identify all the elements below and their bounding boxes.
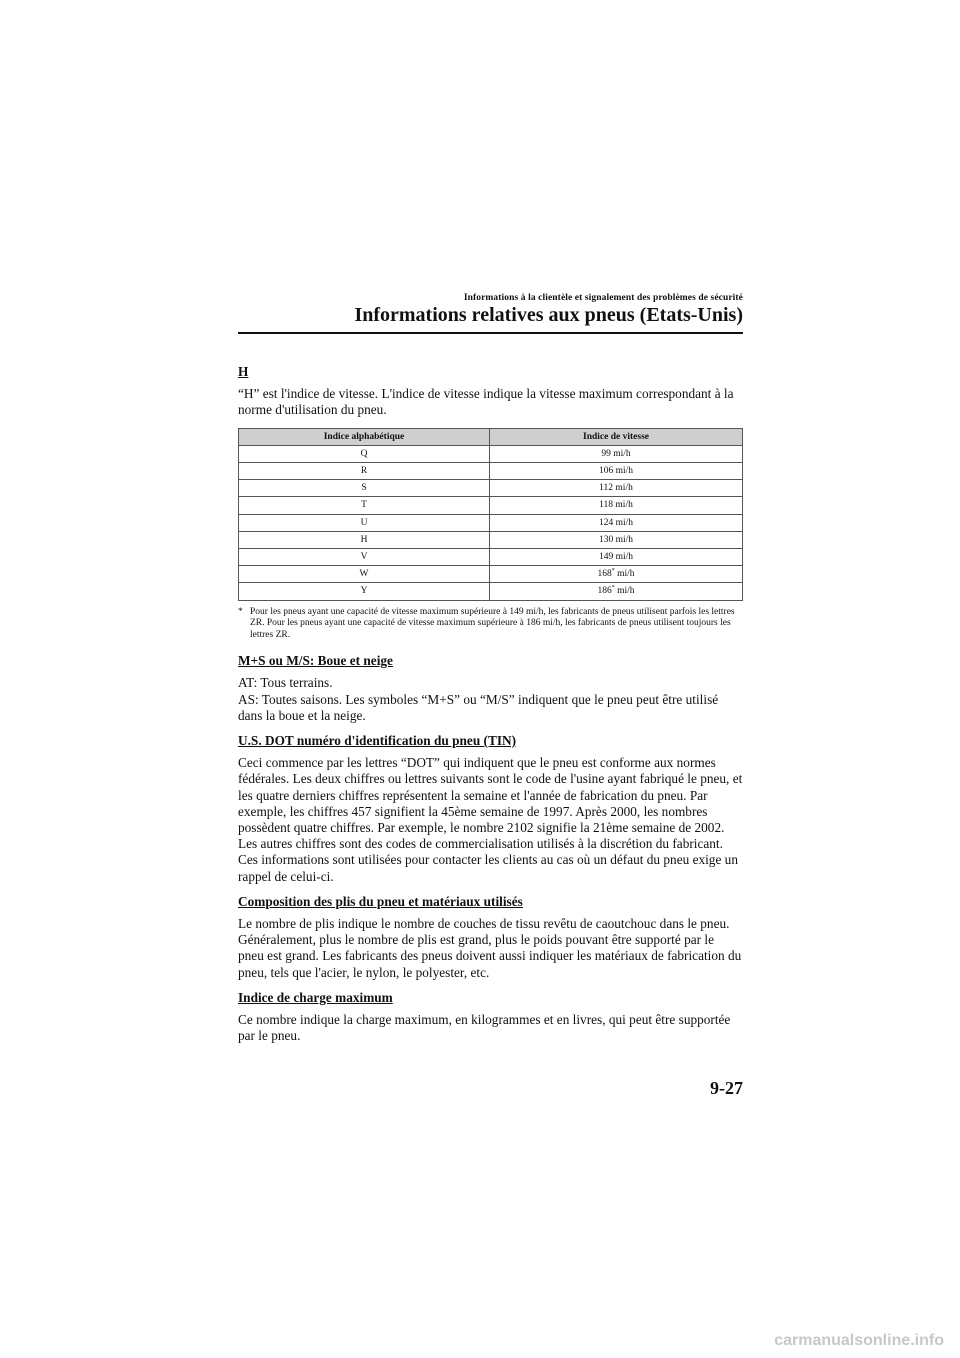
table-row [239, 566, 743, 583]
speed-value-cell [490, 531, 743, 548]
footnote-text: Pour les pneus ayant une capacité de vitesse maximum supérieure à 149 mi/h, les fabricants de pneus utilisent parfois les lettres ZR. Pour les pneus ayant une capacité de vitesse maximum supérieure à 186 mi/h, les fabricants de pneus utilisent toujours les lettres ZR. [250, 606, 735, 640]
speed-value-cell [490, 549, 743, 566]
heading-dot-tin: U.S. DOT numéro d'identification du pneu (TIN) [238, 732, 517, 748]
footnote-marker: * [238, 606, 243, 617]
header-divider [238, 332, 743, 334]
speed-value: 124 mi/h [598, 517, 634, 528]
speed-value-cell [490, 463, 743, 480]
heading-ply-composition: Composition des plis du pneu et matériaux utilisés [238, 893, 523, 909]
all-season-line: AS: Toutes saisons. Les symboles “M+S” ou “M/S” indiquent que le pneu peut être utilisé dans la boue et la neige. [238, 691, 719, 723]
table-row [239, 480, 743, 497]
paragraph-dot-tin: Ceci commence par les lettres “DOT” qui indiquent que le pneu est conforme aux normes fédérales. Les deux chiffres ou lettres suivants sont le code de l'usine ayant fabriqué le pneu, et les quatre derniers chiffres représentent la semaine et l'année de fabrication du pneu. Par exemple, les chiffres 457 signifient la 45ème semaine de 1997. Après 2000, les nombres possèdent quatre chiffres. Par exemple, le nombre 2102 signifie la 21ème semaine de 2002. Les autres chiffres sont des codes de commercialisation utilisés à la discrétion du fabricant. Ces informations sont utilisées pour contacter les clients au cas où un défaut du pneu exige un rappel de celui-ci. [238, 755, 743, 884]
speed-letter-cell: U [239, 514, 490, 531]
watermark: carmanualsonline.info [774, 1332, 944, 1349]
speed-value-cell [490, 514, 743, 531]
speed-value-cell [490, 583, 743, 600]
speed-value: 186 [597, 586, 612, 597]
heading-max-load: Indice de charge maximum [238, 989, 393, 1005]
speed-value: 130 mi/h [598, 534, 634, 545]
speed-letter-cell: W [239, 566, 490, 583]
table-row [239, 445, 743, 462]
table-row [239, 549, 743, 566]
speed-letter-cell: Y [239, 583, 490, 600]
table-row [239, 497, 743, 514]
speed-letter-cell: R [239, 463, 490, 480]
paragraph-mud-snow [238, 675, 743, 724]
column-header-speed: Indice de vitesse [490, 428, 743, 445]
speed-value-cell [490, 497, 743, 514]
footnote-reference: * [611, 568, 615, 575]
speed-letter-cell: Q [239, 445, 490, 462]
section-header: Informations à la clientèle et signalement des problèmes de sécurité [463, 293, 743, 303]
all-terrain-line: AT: Tous terrains. [238, 675, 333, 691]
speed-table-body [239, 445, 743, 600]
speed-value: 99 mi/h [601, 448, 631, 459]
speed-letter-cell: S [239, 480, 490, 497]
page-content [238, 364, 743, 1053]
speed-rating-table [238, 428, 743, 601]
table-row [239, 514, 743, 531]
paragraph-ply-composition: Le nombre de plis indique le nombre de couches de tissu revêtu de caoutchouc dans le pneu. Généralement, plus le nombre de plis est grand, plus le poids pouvant être supporté par le pneu est grand. Les fabricants des pneus doivent aussi indiquer les matériaux de fabrication du pneu, tels que l'acier, le nylon, le polyester, etc. [238, 915, 742, 980]
speed-unit: mi/h [614, 586, 635, 597]
speed-value: 118 mi/h [599, 500, 633, 511]
heading-mud-snow: M+S ou M/S: Boue et neige [238, 653, 393, 669]
speed-value: 168 [597, 569, 612, 580]
speed-value: 112 mi/h [599, 483, 633, 494]
speed-value-cell [490, 445, 743, 462]
heading-h: H [238, 364, 249, 379]
speed-value: 149 mi/h [598, 552, 634, 563]
paragraph-max-load: Ce nombre indique la charge maximum, en kilogrammes et en livres, qui peut être supportée par le pneu. [238, 1012, 731, 1044]
footnote [238, 607, 743, 642]
speed-letter-cell: V [239, 549, 490, 566]
page-title: Informations relatives aux pneus (Etats-Unis) [354, 304, 743, 326]
speed-value: 106 mi/h [598, 466, 634, 477]
table-header-row [239, 428, 743, 445]
speed-letter-cell: H [239, 531, 490, 548]
speed-letter-cell: T [239, 497, 490, 514]
speed-value-cell [490, 480, 743, 497]
column-header-letter: Indice alphabétique [239, 428, 490, 445]
speed-unit: mi/h [614, 569, 635, 580]
footnote-reference: * [611, 585, 615, 592]
table-row [239, 583, 743, 600]
page-number: 9-27 [710, 1078, 743, 1098]
table-row [239, 531, 743, 548]
speed-value-cell [490, 566, 743, 583]
paragraph-h: “H” est l'indice de vitesse. L'indice de vitesse indique la vitesse maximum correspondant à la norme d'utilisation du pneu. [238, 386, 734, 418]
table-row [239, 463, 743, 480]
